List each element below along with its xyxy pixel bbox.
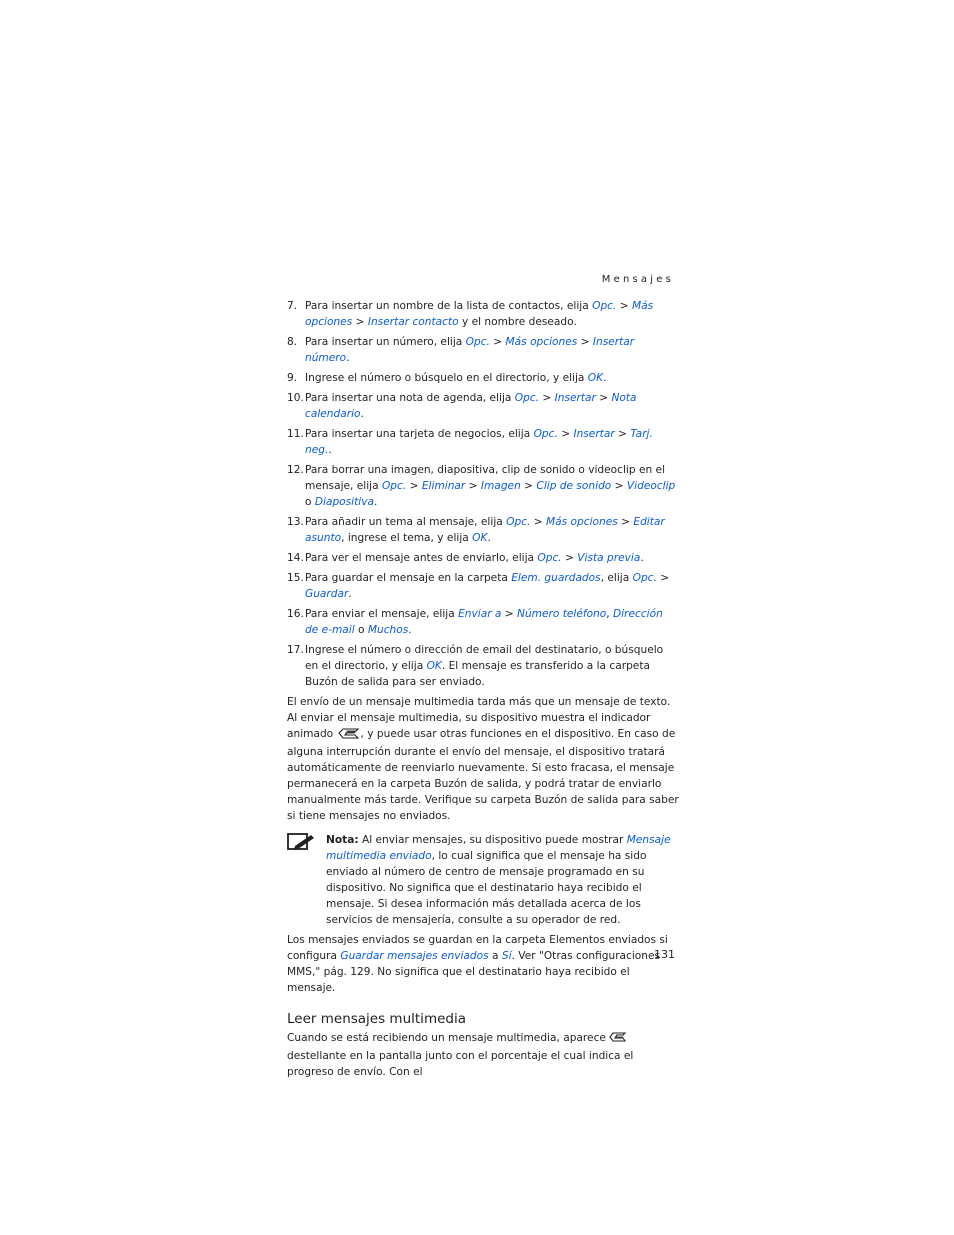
list-item (287, 642, 679, 690)
running-header: Mensajes (601, 274, 674, 285)
paragraph-text: Cuando se está recibiendo un mensaje multimedia, aparece (287, 1032, 610, 1044)
mms-sending-indicator-icon (337, 727, 361, 744)
page-number: 131 (654, 948, 675, 961)
text-run: Para guardar el mensaje en la carpeta (305, 572, 512, 584)
menu-path-link: Más opciones (505, 336, 578, 348)
menu-path-link: Insertar (573, 428, 615, 440)
menu-path-link: Número teléfono (517, 608, 607, 620)
menu-path-link: OK (426, 660, 442, 672)
body-paragraph-sending (287, 694, 679, 824)
menu-path-link: Opc. (514, 392, 540, 404)
list-item (287, 426, 679, 458)
text-run: Para insertar una tarjeta de negocios, elija (305, 428, 534, 440)
text-run: . (408, 624, 412, 636)
paragraph-text: destellante en la pantalla junto con el porcentaje el cual indica el progreso de envío. Con el (287, 1050, 634, 1078)
text-run: . (373, 496, 378, 508)
step-number: 12. (287, 464, 304, 476)
list-item (287, 514, 679, 546)
menu-path-link: Más opciones (546, 516, 618, 528)
menu-path-link: Guardar mensajes enviados (340, 950, 489, 962)
body-paragraph-sent-items (287, 932, 679, 996)
list-item (287, 370, 679, 386)
note-box (287, 832, 679, 928)
step-number: 16. (287, 608, 304, 620)
menu-path-link: Insertar número (305, 336, 635, 364)
text-run: Los mensajes enviados se guardan en la carpeta Elementos enviados si configura (287, 934, 668, 962)
text-run: > (611, 480, 627, 492)
text-run: y el nombre deseado. (458, 316, 577, 328)
menu-path-link: Guardar (305, 588, 349, 600)
text-run: , (606, 608, 614, 620)
page-content (287, 298, 679, 1084)
menu-path-link: Enviar a (458, 608, 502, 620)
text-run: . (487, 532, 491, 544)
step-number: 9. (287, 372, 298, 384)
text-run: . (360, 408, 364, 420)
list-item (287, 570, 679, 602)
mms-receiving-indicator-icon (609, 1031, 627, 1048)
menu-path-link: Opc. (465, 336, 490, 348)
text-run: Para ver el mensaje antes de enviarlo, elija (305, 552, 538, 564)
menu-path-link: OK (587, 372, 604, 384)
menu-path-link: Eliminar (421, 480, 466, 492)
text-run: . (348, 588, 352, 600)
paragraph-text: , y puede usar otras funciones en el dispositivo. En caso de alguna interrupción durante el envío del mensaje, el dispositivo tratará automáticamente de reenviarlo nuevamente. Si esto fracasa, el mensaje permanecerá en la carpeta Buzón de salida, y podrá tratar de enviarlo manualmente más tarde. Verifique su carpeta Buzón de salida para saber si tiene mensajes no enviados. (287, 728, 679, 822)
text-run: > (539, 392, 555, 404)
menu-path-link: Mensaje multimedia enviado (326, 834, 671, 862)
text-run: , lo cual significa que el mensaje ha sido enviado al número de centro de mensaje programado en su dispositivo. No significa que el destinatario haya recibido el mensaje. Si desea información más detallada acerca de los servicios de mensajería, consulte a su operador de red. (326, 850, 647, 926)
text-run: Para añadir un tema al mensaje, elija (305, 516, 507, 528)
menu-path-link: Opc. (533, 428, 558, 440)
menu-path-link: Insertar (554, 392, 596, 404)
menu-path-link: Más opciones (305, 300, 654, 328)
text-run: . (328, 444, 332, 456)
text-run: > (595, 392, 612, 404)
step-number: 8. (287, 336, 298, 348)
text-run: > (617, 516, 634, 528)
menu-path-link: Nota calendario (305, 392, 637, 420)
text-run: > (557, 428, 574, 440)
text-run: Para insertar una nota de agenda, elija (305, 392, 515, 404)
note-label: Nota: (326, 834, 359, 846)
note-pencil-icon (287, 832, 315, 852)
text-run: Ingrese el número o búsquelo en el directorio, y elija (305, 372, 588, 384)
section-heading: Leer mensajes multimedia (287, 1011, 466, 1027)
step-number: 17. (287, 644, 304, 656)
list-item (287, 462, 679, 510)
note-text (326, 834, 671, 926)
text-run: > (489, 336, 506, 348)
text-run: Al enviar mensajes, su dispositivo puede mostrar (358, 834, 627, 846)
menu-path-link: Insertar contacto (367, 316, 459, 328)
menu-path-link: Dirección de e-mail (305, 608, 663, 636)
menu-path-link: Videoclip (626, 480, 676, 492)
text-run: > (614, 428, 631, 440)
text-run: > (352, 316, 368, 328)
menu-path-link: Opc. (632, 572, 657, 584)
menu-path-link: Elem. guardados (511, 572, 601, 584)
text-run: > (465, 480, 481, 492)
text-run: . El mensaje es transferido a la carpeta Buzón de salida para ser enviado. (305, 660, 650, 688)
menu-path-link: Clip de sonido (536, 480, 612, 492)
menu-path-link: Opc. (537, 552, 562, 564)
instruction-list (287, 298, 679, 690)
list-item (287, 606, 679, 638)
list-item (287, 334, 679, 366)
menu-path-link: Opc. (381, 480, 407, 492)
step-number: 7. (287, 300, 298, 312)
menu-path-link: OK (472, 532, 488, 544)
menu-path-link: Diapositiva (314, 496, 374, 508)
list-item (287, 390, 679, 422)
menu-path-link: Sí (501, 950, 512, 962)
list-item (287, 298, 679, 330)
menu-path-link: Vista previa (577, 552, 641, 564)
menu-path-link: Imagen (480, 480, 521, 492)
menu-path-link: Editar asunto (305, 516, 665, 544)
text-run: Para insertar un nombre de la lista de contactos, elija (305, 300, 593, 312)
step-number: 13. (287, 516, 304, 528)
text-run: o (354, 624, 368, 636)
text-run: . (603, 372, 607, 384)
menu-path-link: Opc. (506, 516, 531, 528)
text-run: o (305, 496, 315, 508)
text-run: Ingrese el número o dirección de email del destinatario, o búsquelo en el directorio, y elija (305, 644, 664, 672)
list-item (287, 550, 679, 566)
menu-path-link: Opc. (592, 300, 617, 312)
step-number: 14. (287, 552, 304, 564)
text-run: Para insertar un número, elija (305, 336, 466, 348)
body-paragraph-reading (287, 1030, 679, 1080)
text-run: > (530, 516, 547, 528)
text-run: , elija (600, 572, 633, 584)
text-run: > (577, 336, 593, 348)
text-run: . Ver "Otras configuraciones MMS," pág. 129. No significa que el destinatario haya recibido el mensaje. (287, 950, 661, 994)
text-run: , ingrese el tema, y elija (341, 532, 473, 544)
text-run: > (406, 480, 422, 492)
step-number: 11. (287, 428, 304, 440)
text-run: > (656, 572, 670, 584)
step-number: 10. (287, 392, 304, 404)
text-run: > (520, 480, 537, 492)
text-run: . (346, 352, 350, 364)
paragraph-text: El envío de un mensaje multimedia tarda más que un mensaje de texto. Al enviar el mensaje multimedia, su dispositivo muestra el indicador animado (287, 696, 671, 740)
text-run: > (501, 608, 518, 620)
text-run: > (561, 552, 578, 564)
text-run: Para borrar una imagen, diapositiva, clip de sonido o videoclip en el mensaje, elija (305, 464, 666, 492)
menu-path-link: Muchos (367, 624, 409, 636)
text-run: Para enviar el mensaje, elija (305, 608, 459, 620)
menu-path-link: Tarj. neg. (305, 428, 653, 456)
text-run: . (640, 552, 644, 564)
step-number: 15. (287, 572, 304, 584)
text-run: > (616, 300, 632, 312)
text-run: a (488, 950, 502, 962)
